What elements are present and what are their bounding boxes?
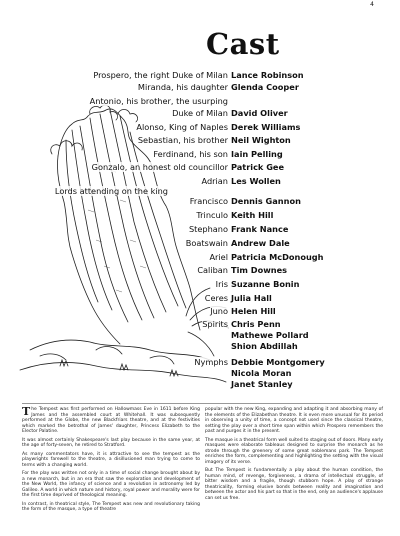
cast-row: [0, 252, 400, 263]
dropcap: T: [22, 405, 31, 418]
essay-paragraph: For the play was written not only in a time of social change brought about by a new monarch, but in an era that saw the exploration and development of the New World, the infancy of science and a revolution in astronomy led by Galileo. A world in which nature and history, royal power and morality were for the first time deprived of theological meaning.: [22, 471, 200, 498]
paragraph-text: he Tempest was first performed on Hallowmass Eve in 1611 before King James and the assembled court at Whitehall. It was subsequently performed at the Globe, the new Blackfriars theatre, and at the festivities which marked the betrothal of James' daughter, Princess Elizabeth to the Elector Palatine.: [22, 407, 200, 434]
actor-name: [231, 122, 300, 133]
actor-line: Dennis Gannon: [231, 196, 301, 206]
essay-paragraph: popular with the new King, expanding and adapting it and absorbing many of the elements of the Elizabethan theatre. It is even more unusual for its period in observing a unity of time, a concept not used since the classical theatre, setting the play over a short time span within which Prospero remembers the past and purges it in the present.: [205, 407, 383, 434]
actor-line: Lance Robinson: [231, 70, 304, 80]
actor-name: [231, 238, 290, 249]
cast-row: [0, 135, 400, 146]
actor-line: Tim Downes: [231, 265, 288, 275]
essay-column-right: [205, 407, 383, 504]
page-number: 4: [370, 1, 374, 8]
cast-row: [0, 70, 400, 81]
divider: [22, 403, 378, 404]
cast-row: [0, 162, 400, 173]
role-name: Iris: [215, 279, 228, 289]
actor-name: [231, 196, 301, 207]
role-name: Nymphs: [194, 357, 228, 367]
role-name: Boatswain: [185, 238, 228, 248]
actor-line: David Oliver: [231, 108, 288, 118]
essay-paragraph: But The Tempest is fundamentally a play about the human condition, the human mind, of revenge, forgiveness, a drama of intellectual struggle, of bitter wisdom and a fragile, though stubborn hope. A play of strange theatricality, forming elusive bonds between reality and imagination and between the actor and his part so that in the end, only an audience's applause can set us free.: [205, 468, 383, 501]
cast-row: [0, 279, 400, 290]
cast-row: [0, 122, 400, 133]
role-name: Miranda, his daughter: [137, 82, 228, 92]
cast-row: [0, 293, 400, 304]
role-name: Spirits: [202, 319, 228, 329]
actor-line: Andrew Dale: [231, 238, 290, 248]
actor-line: Julia Hall: [231, 293, 272, 303]
actor-line: Derek Williams: [231, 122, 301, 132]
essay-column-left: [22, 407, 200, 516]
actor-line: Keith Hill: [231, 210, 274, 220]
actor-line: Iain Pelling: [231, 149, 283, 159]
essay-paragraph: In contrast, in theatrical style, The Tempest was new and revolutionary taking the form of the masque, a type of theatre: [22, 501, 200, 512]
essay-paragraph: The masque is a theatrical form well suited to staging out of doors. Many early masques were elaborate tableaus designed to surprise the monarch as he strode through the greenery of some great noblemans park. The Tempest enriches the form, complementing and highlighting the setting with the visual imagery of its verse.: [205, 437, 383, 465]
actor-line: Janet Stanley: [231, 379, 293, 389]
cast-row: [0, 265, 400, 276]
cast-row: [0, 108, 400, 119]
page-title: Cast: [206, 27, 280, 61]
role-name: Adrian: [201, 176, 228, 186]
actor-name: [231, 135, 291, 146]
role-name: Sebastian, his brother: [137, 135, 228, 145]
role-name: Alonso, King of Naples: [136, 122, 228, 132]
role-name: Francisco: [189, 196, 228, 206]
actor-name: [231, 108, 288, 119]
role-name: Ceres: [204, 293, 228, 303]
cast-row: [0, 96, 400, 107]
actor-name: [231, 357, 325, 390]
cast-row: [0, 82, 400, 93]
actor-line: Neil Wighton: [231, 135, 291, 145]
role-name: Lords attending on the king: [54, 186, 168, 196]
cast-row: [0, 196, 400, 207]
essay-paragraph: [22, 407, 200, 435]
actor-name: [231, 319, 309, 352]
actor-name: [231, 265, 287, 276]
actor-name: [231, 82, 299, 93]
cast-row: [0, 357, 400, 389]
actor-line: Suzanne Bonin: [231, 279, 300, 289]
actor-line: Glenda Cooper: [231, 82, 299, 92]
actor-name: [231, 293, 272, 304]
cast-row: [0, 238, 400, 249]
essay-paragraph: As many commentators have, it is attractive to see the tempest as the playwrights farewell to the theatre, a disillusioned man trying to come to terms with a changing world.: [22, 451, 200, 468]
actor-line: Shion Abdillah: [231, 341, 298, 351]
cast-row: [0, 319, 400, 351]
actor-name: [231, 210, 273, 221]
actor-name: [231, 70, 304, 81]
role-name: Ariel: [209, 252, 228, 262]
actor-line: Debbie Montgomery: [231, 357, 325, 367]
actor-name: [231, 162, 284, 173]
actor-line: Mathewe Pollard: [231, 330, 309, 340]
actor-line: Helen Hill: [231, 306, 276, 316]
role-name: Trinculo: [196, 210, 228, 220]
actor-name: [231, 252, 324, 263]
actor-line: Patrick Gee: [231, 162, 285, 172]
cast-row: [0, 306, 400, 317]
role-name: Caliban: [197, 265, 228, 275]
role-name: Duke of Milan: [172, 108, 228, 118]
actor-line: Nicola Moran: [231, 368, 292, 378]
actor-name: [231, 279, 299, 290]
actor-line: Les Wollen: [231, 176, 281, 186]
role-name: Ferdinand, his son: [153, 149, 228, 159]
role-name: Antonio, his brother, the usurping: [89, 96, 228, 106]
actor-line: Patricia McDonough: [231, 252, 324, 262]
role-name: Prospero, the right Duke of Milan: [93, 70, 228, 80]
actor-line: Frank Nance: [231, 224, 289, 234]
actor-line: Chris Penn: [231, 319, 281, 329]
cast-row: [0, 210, 400, 221]
actor-name: [231, 224, 288, 235]
cast-row: [0, 224, 400, 235]
actor-name: [231, 149, 283, 160]
role-name: Stephano: [188, 224, 228, 234]
essay-paragraph: It was almost certainly Shakespeare's last play because in the same year, at the age of forty-seven, he retired to Stratford.: [22, 437, 200, 448]
actor-name: [231, 306, 276, 317]
role-name: Gonzalo, an honest old councillor: [91, 162, 228, 172]
cast-row: [0, 149, 400, 160]
role-name: Juno: [210, 306, 228, 316]
